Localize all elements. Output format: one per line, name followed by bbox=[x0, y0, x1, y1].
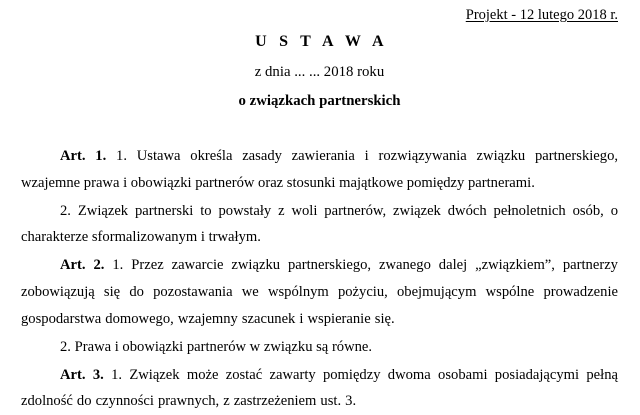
paragraph-text-art1-1: Ustawa określa zasady zawierania i rozwiązywania związku partnerskiego, wzajemne prawa i obowiązki partnerów oraz stosunki majątkowe pomiędzy partnerami. bbox=[21, 148, 619, 191]
article-label-art3: Art. 3. bbox=[60, 366, 104, 383]
paragraph-text-art3-1: Związek może zostać zawarty pomiędzy dwoma osobami posiadającymi pełną zdolność do czynności prawnych, z zastrzeżeniem ust. 3. bbox=[21, 366, 618, 410]
paragraph-art1-2 bbox=[21, 198, 618, 251]
paragraph-art3-1 bbox=[21, 362, 618, 415]
title-date-line: z dnia ... ... 2018 roku bbox=[254, 64, 385, 80]
paragraph-text-art2-1: Przez zawarcie związku partnerskiego, zwanego dalej „związkiem”, partnerzy zobowiązują się do pozostawania we wspólnym pożyciu, obejmującym wspólne prowadzenie gospodarstwa domowego, wzajemny szacunek i wspieranie się. bbox=[21, 257, 618, 327]
title-subject: o związkach partnerskich bbox=[238, 93, 401, 109]
page-title: U S T A W A bbox=[255, 33, 388, 50]
paragraph-number-art1-1: 1. bbox=[116, 148, 127, 164]
paragraph-number-art1-2: 2. bbox=[60, 202, 71, 219]
paragraph-number-art3-1: 1. bbox=[111, 366, 123, 383]
paragraph-text-art2-2: Prawa i obowiązki partnerów w związku są równe. bbox=[74, 338, 373, 355]
document-body bbox=[21, 143, 618, 415]
document-title-block bbox=[21, 32, 618, 111]
paragraph-art2-1 bbox=[21, 252, 618, 332]
draft-date-text: Projekt - 12 lutego 2018 r. bbox=[465, 7, 618, 23]
paragraph-number-art2-1: 1. bbox=[112, 257, 124, 274]
paragraph-text-art1-2: Związek partnerski to powstały z woli partnerów, związek dwóch pełnoletnich osób, o charakterze sformalizowanym i trwałym. bbox=[21, 202, 618, 246]
paragraph-number-art2-2: 2. bbox=[60, 338, 71, 355]
paragraph-art2-2 bbox=[21, 334, 618, 361]
paragraph-art1-1 bbox=[21, 143, 618, 196]
draft-date-header bbox=[21, 7, 618, 24]
article-label-art2: Art. 2. bbox=[60, 257, 105, 274]
article-label-art1: Art. 1. bbox=[60, 148, 107, 164]
